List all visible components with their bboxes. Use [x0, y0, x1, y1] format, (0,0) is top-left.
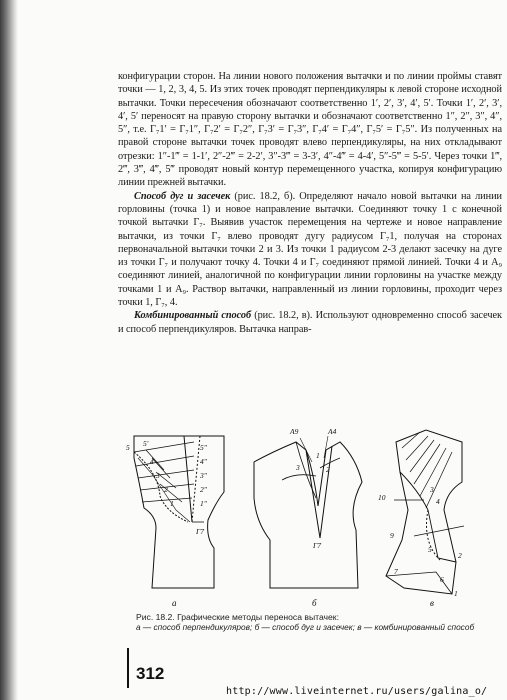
body-text — [118, 70, 502, 336]
fig-label-c: 3 — [430, 485, 434, 494]
method-text: (рис. 18.2, б). Определяют начало новой вытачки на линии горловины (точка 1) и новое направление вытачки. Соединяют точку 1 с конечной точкой вытачки Г₇. Выявив участок перемещения на чертеже и новое направление вытачки, из точки Г₇ влево проводят дугу радиусом Г₇1, получая на сторонах первоначальной вытачки точки 2 и 3. Из точки 1 радиусом 2-3 делают засечку на дуге из точки Г₇ и получают точку 4. Точки 4 и Г₇ соединяют прямой линией. Точки 4 и А₉ соединяют линией, аналогичной по конфигурации линии горловины на участке между точками 1 и А₉. Раствор вытачки, направленный из линии горловины, проходит через точки 1, Г₇, 4. — [118, 190, 503, 309]
fig-label-a: 2" — [200, 485, 207, 494]
fig-label-a: 1 — [170, 499, 174, 508]
page-number-rule — [127, 648, 129, 688]
fig-label-a: 1" — [200, 499, 207, 508]
fig-label-a: 2 — [164, 485, 168, 494]
fig-label-a: 5' — [143, 439, 149, 448]
fig-label-c: 10 — [378, 493, 386, 502]
fig-label-c: 1 — [454, 589, 458, 598]
sub-figure-label: б — [312, 598, 317, 608]
fig-label-a: Г7 — [196, 527, 205, 536]
page-number: 312 — [136, 664, 165, 683]
fig-label-a: 3" — [200, 471, 207, 480]
method-term: Способ дуг и засечек — [134, 190, 231, 202]
method-text: (рис. 18.2, в). Используют одновременно способ засечек и способ перпендикуляров. Вытачка направ- — [118, 310, 502, 335]
drawing-b — [254, 436, 362, 588]
fig-label-a: 3 — [156, 471, 160, 480]
binding-shadow — [0, 0, 18, 700]
fig-label-c: 5 — [428, 545, 432, 554]
sub-figure-label: в — [430, 598, 434, 608]
fig-label-b: Г7 — [313, 541, 322, 550]
fig-label-c: 4 — [436, 497, 440, 506]
pattern-figure — [112, 422, 505, 610]
fig-label-a: 5 — [126, 443, 130, 452]
fig-label-c: 9 — [390, 531, 394, 540]
fig-label-b: 1 — [316, 451, 320, 460]
fig-label-c: 7 — [394, 567, 398, 576]
paragraph-arcs-method — [118, 190, 502, 310]
fig-label-a: 5" — [200, 443, 207, 452]
fig-label-b: А4 — [328, 427, 337, 436]
fig-label-b: 2 — [326, 465, 330, 474]
source-url[interactable]: http://www.liveinternet.ru/users/galina_o/ — [226, 686, 488, 697]
paragraph-combined-method — [118, 309, 502, 336]
method-term: Комбинированный способ — [134, 310, 252, 322]
fig-label-c: 6 — [440, 575, 444, 584]
fig-label-b: 3 — [296, 463, 300, 472]
fig-label-a: 4 — [150, 457, 154, 466]
fig-label-a: 4" — [200, 457, 207, 466]
fig-label-b: А9 — [290, 427, 299, 436]
fig-label-c: 2 — [458, 551, 462, 560]
figure-caption — [136, 612, 504, 633]
sub-figure-label: а — [172, 598, 177, 608]
caption-legend: а — способ перпендикуляров; б — способ дуг и засечек; в — комбинированный способ — [136, 622, 475, 633]
caption-title: Рис. 18.2. Графические методы переноса вытачек: — [136, 612, 339, 622]
paragraph-perpendiculars: конфигурации сторон. На линии нового положения вытачки и по линии проймы ставят точки — 1, 2, 3, 4, 5. Из этих точек проводят перпендикуляры к левой стороне исходной вытачки. Точки пересечения обозначают соответственно 1′, 2′, 3′, 4′, 5′. Точки 1′, 2′, 3′, 4′, 5′ переносят на правую сторону вытачки и обозначают соответственно 1″, 2″, 3″, 4″, 5″, т.е. Г₇1′ = Г₇1″, Г₇2′ = Г₇2″, Г₇3′ = Г₇3″, Г₇4′ = Г₇4″, Г₇5′ = Г₇5″. Из полученных на правой стороне вытачки точек проводят влево перпендикуляры, на них откладывают отрезки: 1″-1‴ = 1-1′, 2″-2‴ = 2-2′, 3″-3‴ = 3-3′, 4″-4‴ = 4-4′, 5″-5‴ = 5-5′. Через точки 1‴, 2‴, 3‴, 4‴, 5‴ проводят новый контур перемещенного участка, копируя конфигурацию линии прежней вытачки. — [118, 71, 502, 189]
drawing-a — [134, 436, 224, 588]
